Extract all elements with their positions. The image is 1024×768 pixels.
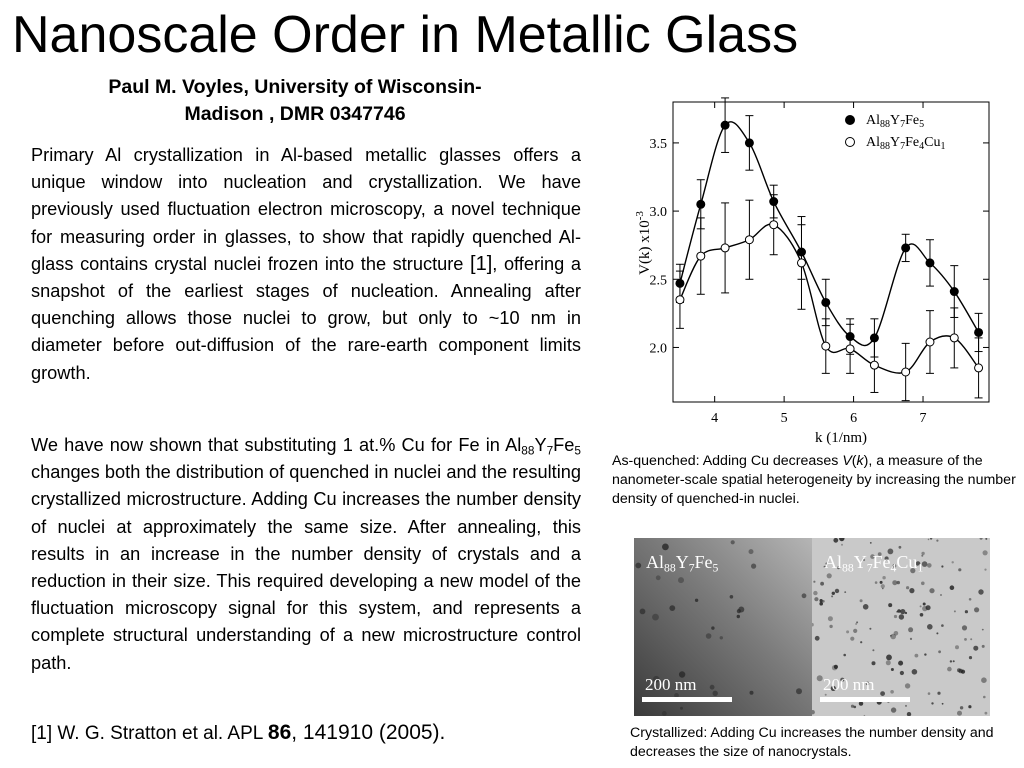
legend-label: $Al_{88}Y_7Fe_5$: [866, 113, 925, 130]
label-part: Cu: [896, 552, 918, 572]
y-tick-label: 2.5: [649, 273, 667, 289]
nanocrystal-dot: [891, 668, 894, 671]
nanocrystal-dot: [652, 614, 659, 621]
nanocrystal-dot: [924, 653, 926, 655]
nanocrystal-dot: [856, 621, 858, 623]
x-axis-label: k (1/nm): [814, 430, 868, 446]
nanocrystal-dot: [981, 677, 987, 683]
nanocrystal-dot: [635, 563, 641, 569]
author-affiliation: [40, 74, 550, 128]
nanocrystal-dot: [899, 614, 904, 619]
nanocrystal-dot: [910, 638, 912, 640]
nanocrystal-dot: [928, 539, 930, 541]
nanocrystal-dot: [899, 546, 902, 549]
data-point: [697, 252, 705, 260]
nanocrystal-dot: [958, 669, 963, 674]
nanocrystal-dot: [656, 575, 661, 580]
nanocrystal-dot: [844, 591, 846, 593]
data-point: [676, 296, 684, 304]
nanocrystal-dot: [863, 604, 869, 610]
nanocrystal-dot: [900, 609, 905, 614]
nanocrystal-dot: [941, 624, 944, 627]
formula-subscript: 7: [546, 443, 554, 458]
data-point: [797, 259, 805, 267]
data-point: [721, 244, 729, 252]
nanocrystal-dot: [850, 637, 854, 641]
nanocrystal-dot: [984, 569, 986, 571]
x-tick-label: 7: [919, 411, 927, 426]
nanocrystal-dot: [831, 595, 833, 597]
label-subscript: 88: [842, 561, 854, 575]
label-part: Al: [824, 552, 842, 572]
nanocrystal-dot: [936, 540, 938, 542]
scale-bar: [820, 697, 910, 702]
nanocrystal-dot: [802, 593, 807, 598]
caption-1-text-b: ), a measure of the nanometer-scale spatial heterogeneity by increasing the number density of quenched-in nuclei.: [612, 453, 1016, 507]
nanocrystal-dot: [738, 607, 744, 613]
caption-1-text-a: As-quenched: Adding Cu decreases: [612, 453, 843, 469]
nanocrystal-dot: [817, 675, 823, 681]
variance-chart: [600, 96, 1012, 452]
nanocrystal-dot: [828, 616, 833, 621]
data-point: [902, 244, 910, 252]
nanocrystal-dot: [880, 691, 885, 696]
series-al88y7fe4cu1: [676, 195, 983, 401]
nanocrystal-dot: [915, 654, 919, 658]
nanocrystal-dot: [922, 606, 927, 611]
nanocrystal-dot: [886, 660, 891, 665]
scale-bar-label: 200 nm: [645, 675, 697, 694]
nanocrystal-dot: [927, 563, 932, 568]
nanocrystal-dot: [851, 705, 854, 708]
formula-element: Fe: [553, 435, 575, 455]
nanocrystal-dot: [669, 605, 675, 611]
data-point: [926, 338, 934, 346]
nanocrystal-dot: [953, 660, 955, 662]
nanocrystal-dot: [892, 580, 897, 585]
nanocrystal-dot: [720, 636, 723, 639]
caption-as-quenched: [612, 452, 1017, 509]
label-part: Al: [646, 552, 664, 572]
nanocrystal-dot: [894, 631, 899, 636]
nanocrystal-dot: [957, 711, 962, 716]
nanocrystal-dot: [929, 588, 934, 593]
label-subscript: 88: [664, 561, 676, 575]
data-point: [975, 328, 983, 336]
nanocrystal-dot: [860, 641, 862, 643]
nanocrystal-dot: [713, 691, 718, 696]
reference-volume: 86: [267, 721, 292, 744]
nanocrystal-dot: [938, 650, 941, 653]
nanocrystal-dot: [880, 581, 883, 584]
nanocrystal-dot: [827, 573, 832, 578]
nanocrystal-dot: [955, 645, 959, 649]
nanocrystal-dot: [909, 588, 914, 593]
nanocrystal-dot: [832, 592, 835, 595]
caption-crystallized: Crystallized: Adding Cu increases the number density and decreases the size of nanocrystals.: [630, 725, 994, 760]
data-point: [822, 342, 830, 350]
nanocrystal-dot: [680, 707, 683, 710]
nanocrystal-dot: [940, 594, 942, 596]
reference-pages: , 141910 (2005).: [291, 721, 446, 744]
data-point: [926, 259, 934, 267]
nanocrystal-dot: [853, 629, 857, 633]
nanocrystal-dot: [711, 626, 714, 629]
nanocrystal-dot: [964, 638, 967, 641]
nanocrystal-dot: [834, 665, 838, 669]
formula-subscript: 88: [521, 443, 535, 458]
paragraph-2-text-b: changes both the distribution of quenched in nuclei and the resulting crystallized microstructure. Adding Cu increases the number density of nuclei at approximately the same size. After annealing, this results in an increase in the number density of crystals and a reduction in their size. This required developing a new model of the fluctuation microscopy signal for this system, and represents a complete structural understanding of a new microstructure control path.: [31, 462, 581, 673]
y-tick-label: 3.0: [649, 205, 667, 221]
data-point: [697, 200, 705, 208]
label-subscript: 5: [712, 561, 719, 575]
nanocrystal-dot: [978, 589, 983, 594]
nanocrystal-dot: [931, 702, 933, 704]
nanocrystal-dot: [969, 656, 972, 659]
nanocrystal-dot: [737, 615, 740, 618]
nanocrystal-dot: [678, 577, 684, 583]
nanocrystal-dot: [898, 661, 903, 666]
nanocrystal-dot: [890, 635, 892, 637]
nanocrystal-dot: [936, 632, 938, 634]
label-part: Fe: [872, 552, 891, 572]
paragraph-1-text-a: Primary Al crystallization in Al-based metallic glasses offers a unique window into nucleation and crystallization. We have previously used fluctuation electron microscopy, a novel technique for measuring order in glasses, to show that rapidly quenched Al-glass contains crystal nuclei frozen into the structure: [31, 145, 581, 274]
nanocrystal-dot: [750, 691, 754, 695]
nanocrystal-dot: [906, 586, 909, 589]
nanocrystal-dot: [860, 599, 863, 602]
nanocrystal-dot: [882, 576, 885, 579]
nanocrystal-dot: [881, 584, 885, 588]
nanocrystal-dot: [819, 602, 823, 606]
formula-element: Y: [534, 435, 547, 455]
nanocrystal-dot: [813, 591, 817, 595]
nanocrystal-dot: [869, 628, 871, 630]
nanocrystal-dot: [920, 605, 922, 607]
nanocrystal-dot: [820, 582, 824, 586]
data-point: [770, 221, 778, 229]
nanocrystal-dot: [706, 633, 712, 639]
nanocrystal-dot: [942, 703, 944, 705]
nanocrystal-dot: [872, 649, 874, 651]
nanocrystal-dot: [982, 645, 985, 648]
label-part: Y: [675, 552, 689, 572]
label-part: Y: [853, 552, 867, 572]
nanocrystal-dot: [814, 597, 818, 601]
page-title: Nanoscale Order in Metallic Glass: [12, 6, 799, 64]
nanocrystal-dot: [640, 609, 646, 615]
formula-subscript: 5: [574, 443, 581, 458]
reference: [31, 718, 445, 749]
nanocrystal-dot: [920, 613, 924, 617]
nanocrystal-dot: [829, 625, 832, 628]
data-point: [745, 236, 753, 244]
data-point: [822, 298, 830, 306]
y-tick-label: 3.5: [649, 136, 667, 152]
nanocrystal-dot: [921, 582, 925, 586]
nanocrystal-dot: [751, 564, 756, 569]
nanocrystal-dot: [662, 544, 669, 551]
nanocrystal-dot: [872, 661, 876, 665]
nanocrystal-dot: [894, 615, 897, 618]
caption-1-italic-v: V: [842, 453, 852, 469]
nanocrystal-dot: [833, 538, 838, 543]
label-subscript: 7: [866, 561, 873, 575]
nanocrystal-dot: [835, 589, 839, 593]
paragraph-2-text-a: We have now shown that substituting 1 at.% Cu for Fe in Al: [31, 435, 522, 455]
nanocrystal-dot: [710, 685, 715, 690]
label-subscript: 4: [890, 561, 897, 575]
nanocrystal-dot: [730, 595, 734, 599]
nanocrystal-dot: [983, 696, 986, 699]
legend-marker: [846, 116, 855, 125]
data-point: [745, 139, 753, 147]
data-point: [950, 334, 958, 342]
nanocrystal-dot: [886, 655, 892, 661]
nanocrystal-dot: [796, 688, 802, 694]
x-tick-label: 4: [711, 411, 719, 426]
paragraph-2: [31, 432, 581, 677]
nanocrystal-dot: [891, 707, 896, 712]
nanocrystal-dot: [923, 603, 926, 606]
nanocrystal-dot: [973, 646, 978, 651]
micrograph-al88y7fe5: [634, 538, 812, 716]
reference-prefix: [1] W. G. Stratton et al. APL: [31, 723, 268, 744]
scale-bar: [642, 697, 732, 702]
nanocrystal-dot: [888, 603, 892, 607]
label-part: Fe: [694, 552, 713, 572]
nanocrystal-dot: [813, 581, 815, 583]
nanocrystal-dot: [982, 629, 984, 631]
x-tick-label: 6: [850, 411, 858, 426]
paragraph-1-text-b: , offering a snapshot of the earliest stages of nucleation. Annealing after quenching allows those nuclei to grow, but only to ~10 nm in diameter before out-diffusion of the rare-earth component limits growth.: [31, 253, 581, 383]
legend-marker: [846, 138, 855, 147]
nanocrystal-dot: [695, 599, 698, 602]
nanocrystal-dot: [954, 610, 956, 612]
nanocrystal-dot: [820, 599, 823, 602]
nanocrystal-dot: [968, 705, 971, 708]
nanocrystal-dot: [958, 568, 961, 571]
nanocrystal-dot: [875, 581, 878, 584]
label-subscript: 7: [688, 561, 695, 575]
caption-1-paren: (: [851, 453, 857, 469]
data-point: [870, 361, 878, 369]
data-point: [721, 121, 729, 129]
nanocrystal-dot: [890, 690, 894, 694]
nanocrystal-dot: [962, 625, 967, 630]
nanocrystal-dot: [937, 692, 940, 695]
nanocrystal-dot: [897, 609, 901, 613]
nanocrystal-dot: [846, 630, 849, 633]
nanocrystal-dot: [970, 638, 972, 640]
legend-label: $Al_{88}Y_7Fe_4Cu_1$: [866, 135, 946, 152]
nanocrystal-dot: [983, 550, 988, 555]
nanocrystal-dot: [960, 706, 963, 709]
nanocrystal-dot: [950, 585, 955, 590]
nanocrystal-dot: [928, 692, 931, 695]
nanocrystal-dot: [927, 624, 933, 630]
nanocrystal-dot: [985, 712, 988, 715]
micrograph-label: [824, 552, 923, 573]
micrograph-label: [646, 552, 718, 573]
nanocrystal-dot: [941, 565, 943, 567]
nanocrystal-dot: [912, 669, 918, 675]
chart-legend: [846, 113, 946, 152]
data-point: [975, 364, 983, 372]
micrograph-al88y7fe4cu1: [812, 538, 990, 716]
scale-bar-label: 200 nm: [823, 675, 875, 694]
nanocrystal-dot: [900, 671, 904, 675]
nanocrystal-dot: [950, 660, 952, 662]
label-subscript: 1: [917, 561, 924, 575]
paragraph-1: [31, 142, 581, 387]
citation-marker: [1]: [470, 252, 493, 275]
nanocrystal-dot: [855, 623, 857, 625]
nanocrystal-dot: [905, 683, 910, 688]
data-point: [950, 288, 958, 296]
author-line-1: Paul M. Voyles, University of Wisconsin-: [108, 76, 482, 98]
caption-1-italic-k: k: [856, 453, 864, 469]
nanocrystal-dot: [841, 544, 843, 546]
nanocrystal-dot: [859, 701, 863, 705]
x-tick-label: 5: [780, 411, 788, 426]
nanocrystal-dot: [952, 561, 954, 563]
nanocrystal-dot: [662, 711, 667, 716]
author-line-2: Madison , DMR 0347746: [184, 103, 406, 125]
nanocrystal-dot: [908, 627, 913, 632]
y-tick-label: 2.0: [649, 341, 667, 357]
nanocrystal-dot: [974, 607, 979, 612]
data-point: [902, 368, 910, 376]
data-point: [846, 345, 854, 353]
y-axis-label: V(k) $x10^{-3}$: [634, 211, 653, 275]
nanocrystal-dot: [815, 636, 820, 641]
nanocrystal-dot: [870, 542, 872, 544]
nanocrystal-dot: [947, 667, 952, 672]
nanocrystal-dot: [749, 549, 754, 554]
nanocrystal-dot: [731, 540, 735, 544]
nanocrystal-dot: [843, 654, 846, 657]
nanocrystal-dot: [905, 705, 907, 707]
nanocrystal-dot: [969, 598, 972, 601]
nanocrystal-dot: [965, 610, 968, 613]
